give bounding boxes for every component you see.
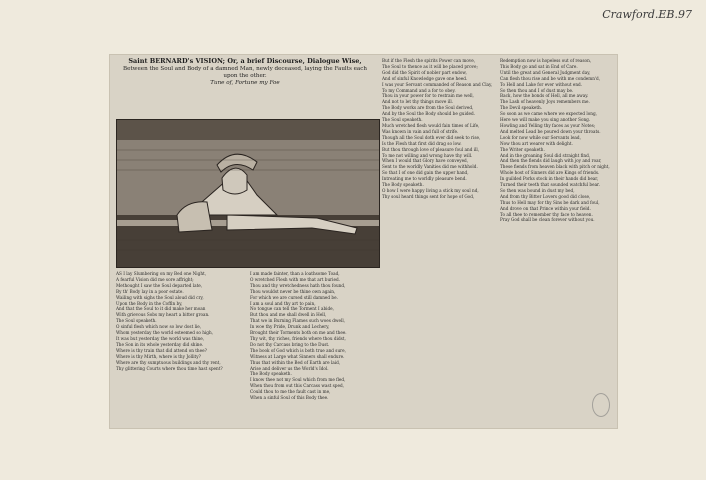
poem-column-4: Redemption now is hopeless out of reason, This Body go and sat in End of Care. Until the great and General Judgment day, Can flesh thou rise and be with me condemn'd, To Hell and Lake for ever without end. So then thou and I of dust may be. Back, how the bonds of Hell, all me away. The Lash of heavenly Joys remembers me. The Devil speaketh. So soon as we came where we expected long, Here we will make you sing another Song. Howling and Yelling thy faces as your Notes; And melted Lead be poured down your throats. Look for now while our Servants lead, Now thou art wearer with delight. The Writer speaketh. And in the groaning Soul did straight find, And then the fiends did laugh with joy and roar, These fiends from heaven black with pitch or night, Whole host of Sinners did are Kings of friends. In guilded Porks stock in their hands did bear, Turned their teeth that sounded watchful bear. So then was bound in dust my bed, And from thy Bitter Lovers good did close, Thus to Hell may for thy Sins be dark and foul, And drove on that Prince within your field. To all thee to remember thy face to heaven. Pray God shall be clean forever without you. [500, 58, 610, 223]
handwritten-annotation: Crawford.EB.97 [602, 8, 692, 21]
title-line-1: Saint BERNARD's VISION; Or, a brief Discourse, Dialogue Wise, [128, 57, 362, 65]
tune-line: Tune of, Fortune my Foe [210, 80, 280, 86]
poem-column-1: AS I lay Slumbering on my Bed one Night, A fearful Vision did me sore affright; Methought I saw the Soul departed late, By th' Body lay in a poor estate. Wailing with sighs the Soul aloud did cry, Upon the Body in the Coffin by, And that the Soul to it did make her moan With grievous Sobs my heart a bitter groan. The Soul speaketh. O sinful flesh which now so low dost lie, Whom yesterday the world esteemed so high, It was but yesterday the world was thine, The Son in its whole yesterday did shine. Where is thy train that did attend on thee? Where is thy Mirth, where is thy Jollity? Where are thy sumptuous buildings and thy rent, Thy glittering Courts where thou time hast spent? [116, 271, 223, 371]
broadside-title [120, 58, 370, 87]
woodcut-illustration [116, 119, 380, 268]
title-line-2: Between the Soul and Body of a damned Man, newly deceased, laying the Faults each upon the other. [123, 66, 367, 79]
library-stamp [592, 393, 610, 417]
broadside-print [110, 55, 617, 428]
poem-column-2: I am made fainter, than a loathsome Toad, O wretched Flesh with me that art buried. Thou and thy wretchedness hath thou found, Thou wouldst never be thine own again, For which we are cursed still damned be. I am a soul and thy art to pain, No tongue can tell the Torment I abide, But thou and me shall dwell in Hell, That we in Burning Flames such woes dwell, In woe thy Pride, Drunk and Lechery, Brought their Torments both on me and thee. Thy wit, thy riches, friends where thou didst, Do not thy Carcass bring to the Dust. The book of God which is both true and sure, Witness at Large what Sinners shall endure. Thus that within the Bed of Earth are laid, Arise and deliver us the World's Idol. The Body speaketh. I know thee not my Soul which from me fled, When thou from out this Carcass wast sped, Could thou to me the fault cast in me, When a sinful Soul of this Body thee. [250, 271, 347, 401]
reclining-corpse-woodcut [117, 120, 379, 267]
poem-column-3: But if the Flesh the spirits Power can move, The Soul to thence as it will be placed prove; God did the Spirit of nobler part endow, And of sinful Knowledge gave one heed. I was your Servant commanded of Reason and Clay, To my Command and a for to obey. Thou in your power for to restrain me well, And not to let thy things move ill. The Body works are from the Soul derived, And by the Soul the Body should be guided. The Soul speaketh. Much wretched flesh would fain times of Life, Was known in vain and full of strife. Though all the Soul doth ever did seek to rise, Is the Flesh that first did drag so low. But thou through love of pleasure foul and ill, To me not willing and wrong have thy will. When I would that Glory have conveyed, Sent to the worldly Vanities did me withhold. So that I of one did gain the upper hand, Intreating me to worldly pleasure bend. The Body speaketh. O how I were happy living a stick my soul nd, Thy soul heard things sent for hope of God, [382, 58, 493, 199]
